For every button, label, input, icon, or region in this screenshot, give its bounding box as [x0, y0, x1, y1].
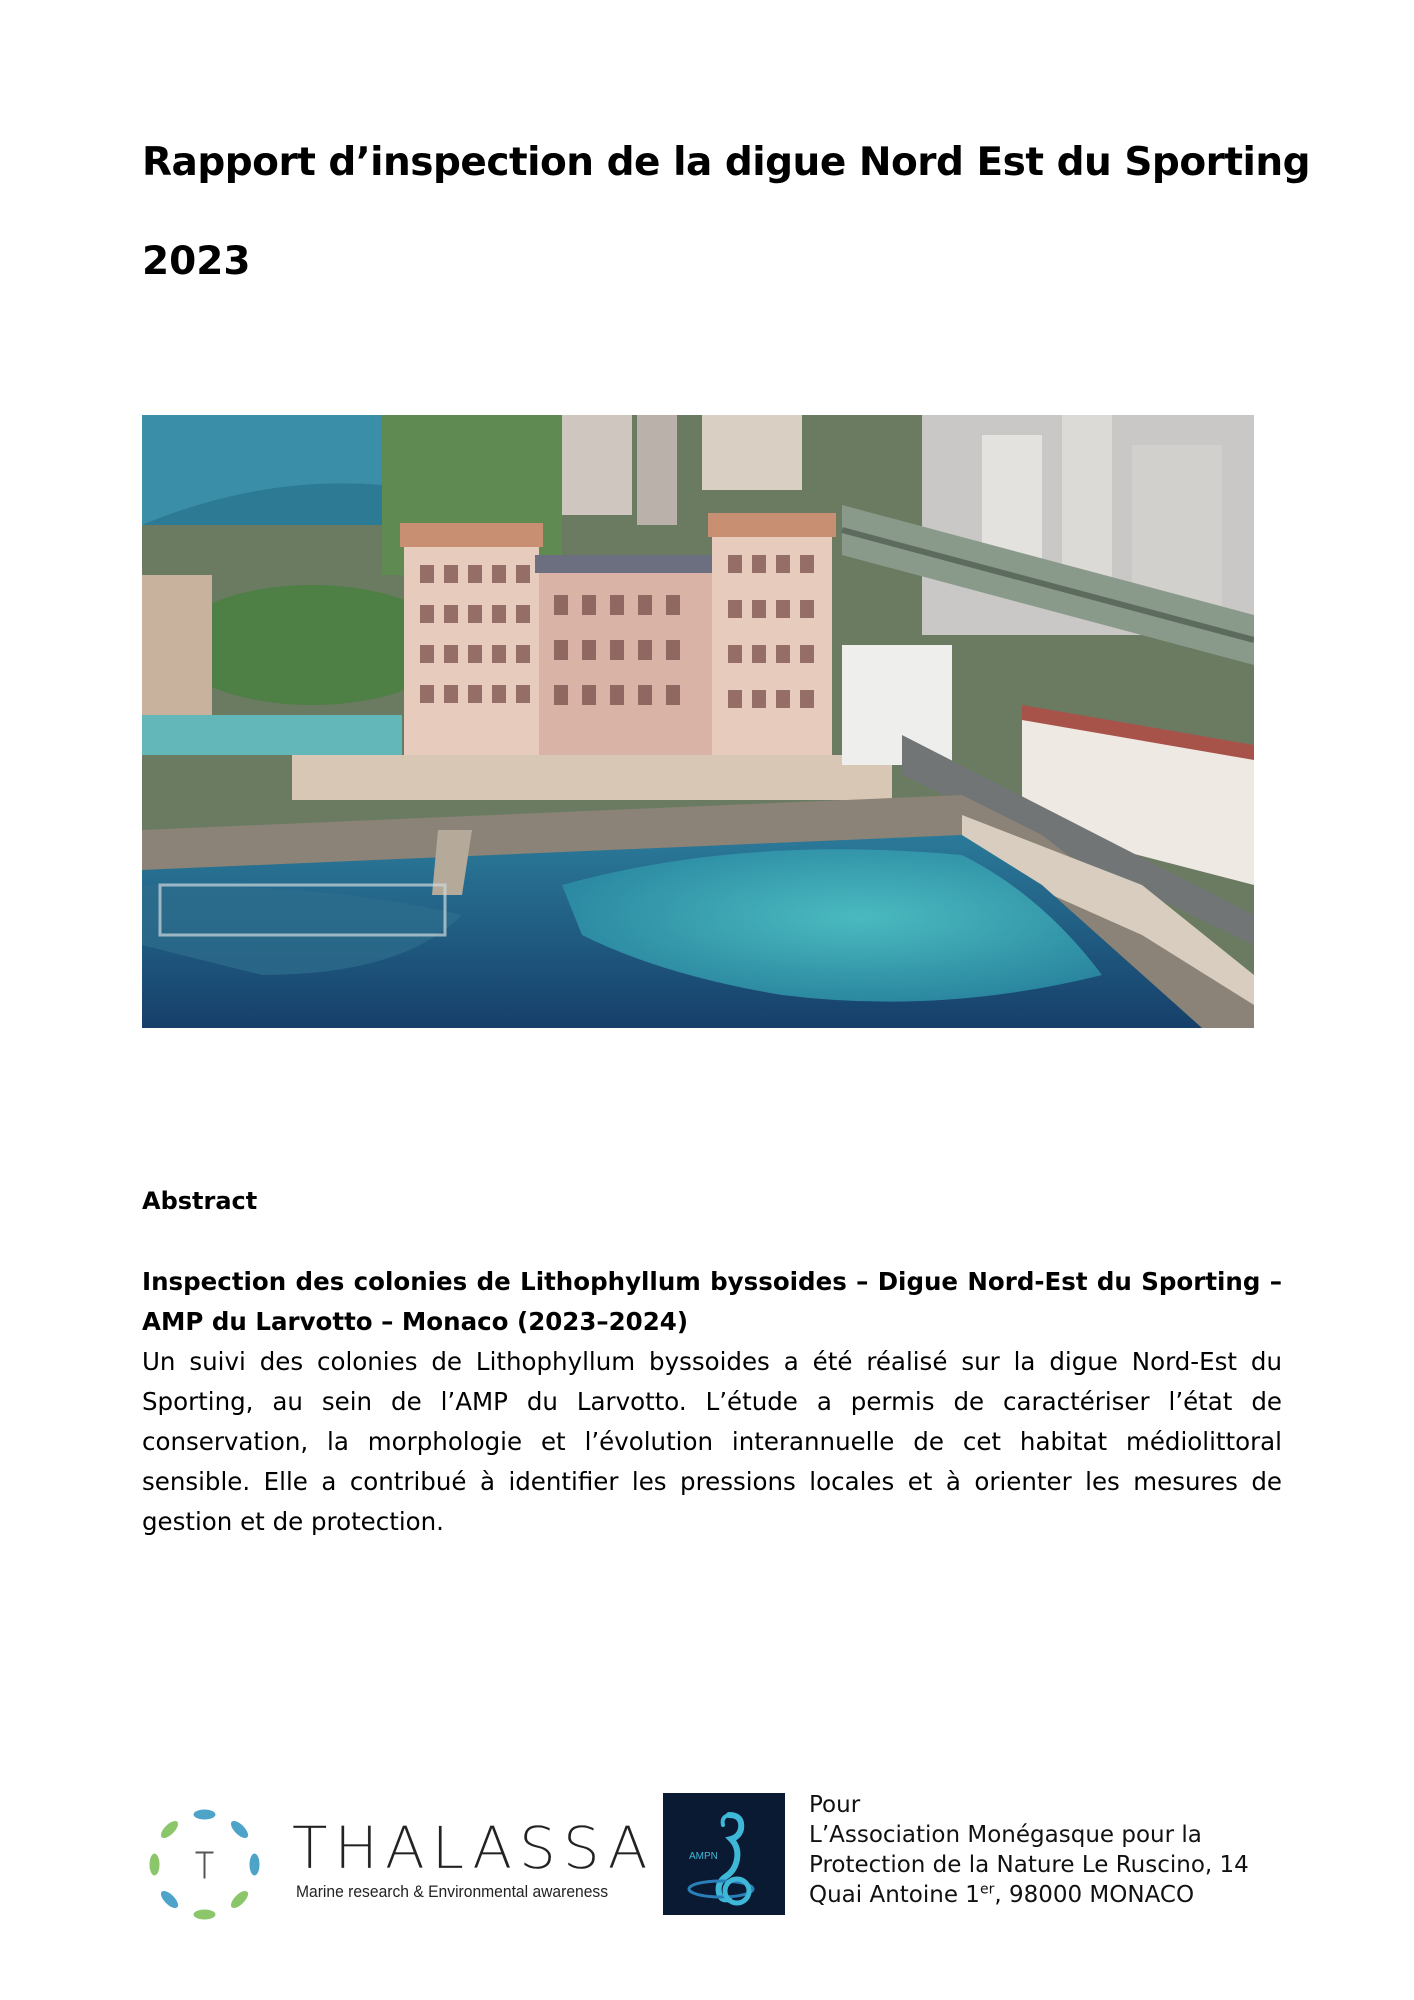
recipient-line-4-suffix: , 98000 MONACO [994, 1882, 1195, 1908]
recipient-line-2: L’Association Monégasque pour la [809, 1822, 1202, 1848]
footer [142, 1790, 1282, 1930]
abstract-block [142, 1262, 1282, 1542]
cover-aerial-photo [142, 415, 1254, 1028]
abstract-subtitle: Inspection des colonies de Lithophyllum byssoides – Digue Nord-Est du Sporting – AMP du Larvotto – Monaco (2023–2024) [142, 1267, 1282, 1336]
document-title: Rapport d’inspection de la digue Nord Est du Sporting [142, 140, 1311, 185]
abstract-body: Un suivi des colonies de Lithophyllum byssoides a été réalisé sur la digue Nord-Est du Sporting, au sein de l’AMP du Larvotto. L’étude a permis de caractériser l’état de conservation, la morphologie et l’évolution interannuelle de cet habitat médiolittoral sensible. Elle a contribué à identifier les pressions locales et à orienter les mesures de gestion et de protection. [142, 1347, 1282, 1536]
abstract-heading: Abstract [142, 1187, 258, 1215]
seahorse-icon [663, 1793, 785, 1915]
recipient-line-4 [809, 1880, 1309, 1910]
thalassa-tagline: Marine research & Environmental awareness [296, 1882, 609, 1901]
recipient-line-3: Protection de la Nature Le Ruscino, 14 [809, 1852, 1249, 1878]
recipient-line-1: Pour [809, 1792, 861, 1818]
thalassa-name: THALASSA [292, 1814, 655, 1882]
recipient-line-4-prefix: Quai Antoine 1 [809, 1882, 980, 1908]
recipient-line-4-sup: er [979, 1881, 995, 1898]
recipient-block [809, 1790, 1309, 1910]
document-year: 2023 [142, 239, 251, 284]
fish-ring-icon [142, 1802, 267, 1927]
ampn-logo-text: AMPN [689, 1851, 718, 1862]
